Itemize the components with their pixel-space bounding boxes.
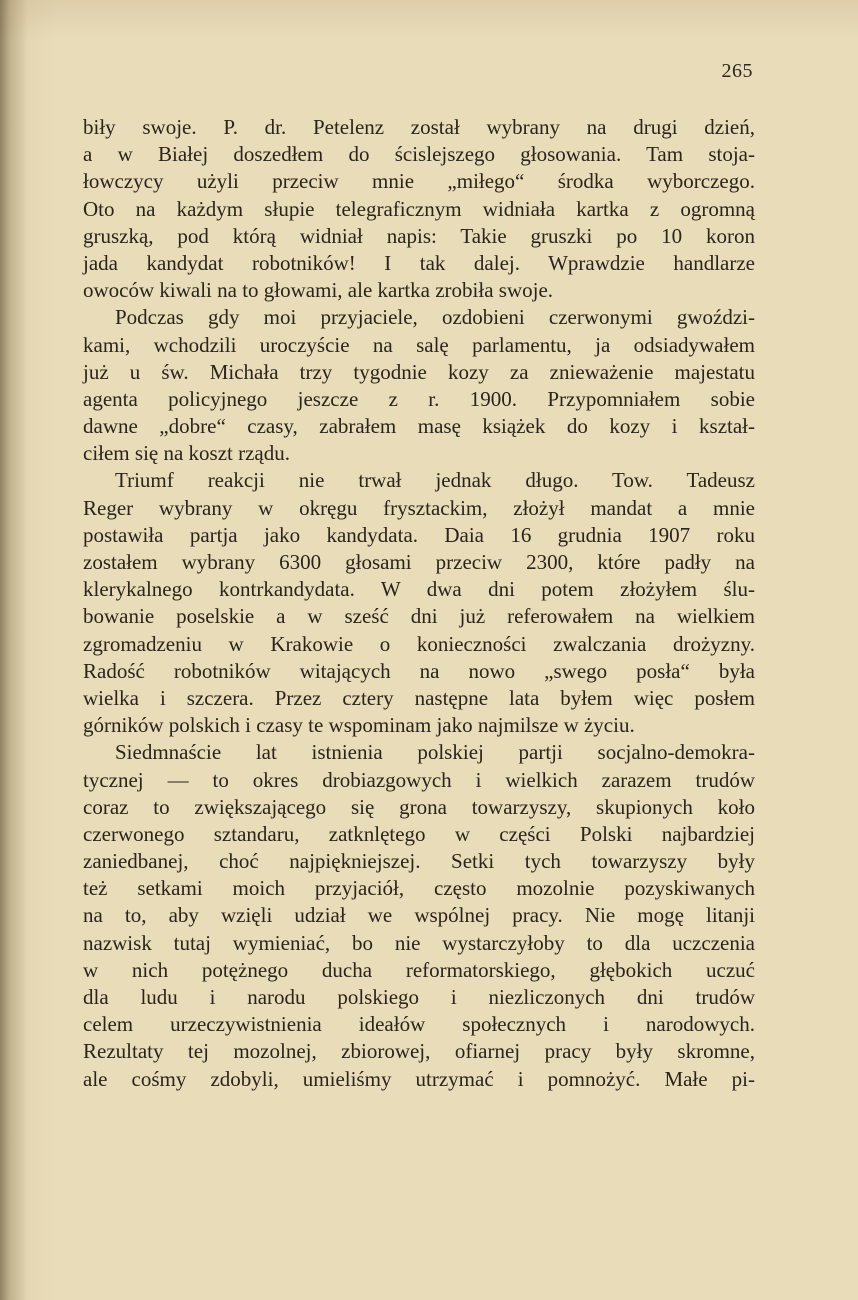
text-line: wielka i szczera. Przez cztery następne lata byłem więc posłem [83, 685, 755, 710]
page-number: 265 [721, 60, 753, 82]
text-line: Rezultaty tej mozolnej, zbiorowej, ofiarnej pracy były skromne, [83, 1039, 755, 1064]
text-line: Radość robotników witających na nowo „swego posła“ była [83, 658, 755, 683]
text-line: jada kandydat robotników! I tak dalej. Wprawdzie handlarze [83, 250, 755, 275]
text-line: owoców kiwali na to głowami, ale kartka zrobiła swoje. [83, 278, 554, 303]
text-line: coraz to zwiększającego się grona towarzyszy, skupionych koło [83, 794, 755, 819]
text-line: na to, aby wzięli udział we wspólnej pracy. Nie mogę litanji [83, 903, 755, 928]
text-line: Siedmnaście lat istnienia polskiej partji socjalno-demokra- [115, 740, 755, 765]
text-line: zostałem wybrany 6300 głosami przeciw 2300, które padły na [83, 550, 755, 574]
text-line: dla ludu i narodu polskiego i niezliczonych dni trudów [83, 985, 755, 1009]
text-line: Reger wybrany w okręgu frysztackim, złożył mandat a mnie [83, 495, 755, 520]
text-line: tycznej — to okres drobiazgowych i wielkich zarazem trudów [83, 767, 755, 792]
text-line: górników polskich i czasy te wspominam jako najmilsze w życiu. [83, 713, 635, 738]
text-line: ale cośmy zdobyli, umieliśmy utrzymać i pomnożyć. Małe pi- [83, 1066, 755, 1091]
text-line: biły swoje. P. dr. Petelenz został wybrany na drugi dzień, [83, 115, 755, 139]
text-line: kami, wchodzili uroczyście na salę parlamentu, ja odsiadywałem [83, 332, 755, 357]
text-line: zaniedbanej, choć najpiękniejszej. Setki tych towarzyszy były [83, 849, 755, 874]
text-line: Triumf reakcji nie trwał jednak długo. Tow. Tadeusz [115, 468, 755, 493]
text-line: bowanie poselskie a w sześć dni już referowałem na wielkiem [83, 604, 755, 629]
text-line: Podczas gdy moi przyjaciele, ozdobieni czerwonymi gwoździ- [115, 305, 755, 330]
text-line: w nich potężnego ducha reformatorskiego, głębokich uczuć [83, 957, 755, 982]
text-line: czerwonego sztandaru, zatknlętego w części Polski najbardziej [83, 821, 755, 846]
text-line: agenta policyjnego jeszcze z r. 1900. Przypomniałem sobie [83, 386, 755, 411]
text-line: dawne „dobre“ czasy, zabrałem masę książek do kozy i kształ- [83, 414, 755, 439]
text-line: łowczycy użyli przeciw mnie „miłego“ środka wyborczego. [83, 169, 755, 194]
text-line: klerykalnego kontrkandydata. W dwa dni potem złożyłem ślu- [83, 577, 755, 602]
text-line: ciłem się na koszt rządu. [83, 441, 291, 466]
page-text [83, 114, 755, 1093]
text-line: zgromadzeniu w Krakowie o konieczności zwalczania drożyzny. [83, 631, 755, 656]
text-line: nazwisk tutaj wymieniać, bo nie wystarczyłoby to dla uczczenia [83, 930, 755, 955]
text-line: postawiła partja jako kandydata. Daia 16 grudnia 1907 roku [83, 522, 755, 547]
text-line: a w Białej doszedłem do ścislejszego głosowania. Tam stoja- [83, 142, 755, 167]
text-line: gruszką, pod którą widniał napis: Takie gruszki po 10 koron [83, 223, 755, 248]
text-line: już u św. Michała trzy tygodnie kozy za znieważenie majestatu [83, 359, 755, 384]
text-line: celem urzeczywistnienia ideałów społecznych i narodowych. [83, 1012, 755, 1037]
text-line: też setkami moich przyjaciół, często mozolnie pozyskiwanych [83, 876, 755, 901]
text-line: Oto na każdym słupie telegraficznym widniała kartka z ogromną [83, 196, 755, 221]
